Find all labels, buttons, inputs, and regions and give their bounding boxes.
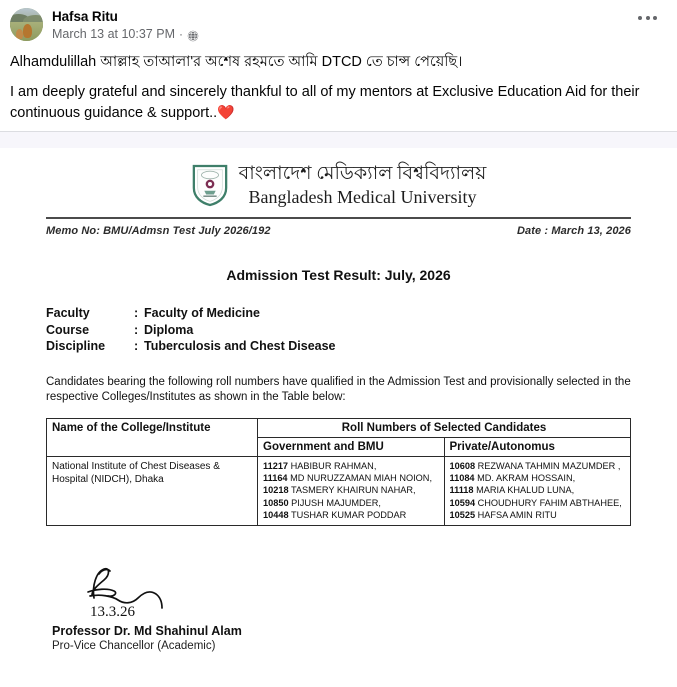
candidate-name: TASMERY KHAIRUN NAHAR, [290, 485, 416, 496]
menu-dot-1 [638, 16, 642, 20]
post-header-text [52, 8, 199, 42]
table-row [47, 456, 631, 525]
fact-row-discipline [46, 338, 631, 355]
university-name-bn: বাংলাদেশ মেডিক্যাল বিশ্ববিদ্যালয় [238, 163, 487, 184]
handwritten-signature [52, 560, 252, 622]
document-letterhead [46, 162, 631, 214]
post-text-line-1: Alhamdulillah আল্লাহ তাআলা'র অশেষ রহমতে আমি DTCD তে চান্স পেয়েছি। [10, 54, 463, 70]
author-name[interactable]: Hafsa Ritu [52, 9, 118, 24]
fact-label-faculty: Faculty [46, 306, 90, 320]
list-item [263, 460, 439, 472]
meta-separator: · [178, 27, 183, 41]
heart-emoji: ❤️ [217, 104, 235, 120]
post-text-line-2-text: I am deeply grateful and sincerely thankful to all of my mentors at Exclusive Education Aid for their continuous guidance & support.. [10, 84, 640, 121]
roll-number: 10448 [263, 510, 289, 521]
list-item [263, 497, 439, 509]
table-cell-government [258, 456, 445, 525]
post-body [0, 42, 677, 131]
post-timestamp[interactable]: March 13 at 10:37 PM [52, 27, 175, 41]
roll-number: 11164 [263, 472, 288, 483]
signatory-title: Pro-Vice Chancellor (Academic) [52, 639, 216, 652]
university-name-en: Bangladesh Medical University [248, 187, 477, 207]
list-item [450, 509, 626, 521]
candidate-name: PIJUSH MAJUMDER, [291, 497, 381, 508]
document-facts [46, 305, 631, 355]
candidate-name: HABIBUR RAHMAN, [290, 460, 377, 471]
roll-number: 10594 [449, 497, 476, 508]
table-subheader-private: Private/Autonomus [444, 437, 631, 456]
signature-block [46, 560, 631, 652]
university-names [239, 162, 487, 208]
table-subheader-government: Government and BMU [258, 437, 445, 456]
table-header-institute: Name of the College/Institute [47, 418, 258, 456]
bmu-crest-icon [191, 163, 229, 207]
memo-number: Memo No: BMU/Admsn Test July 2026/192 [46, 225, 271, 237]
candidate-name: MD NURUZZAMAN MIAH NOION, [290, 472, 432, 483]
table-header-rolls: Roll Numbers of Selected Candidates [258, 418, 631, 437]
menu-dot-3 [653, 16, 657, 20]
roll-number: 10218 [263, 485, 289, 496]
fact-label-course: Course [46, 322, 90, 337]
fact-value-faculty: Faculty of Medicine [144, 306, 260, 320]
post-header [0, 0, 677, 42]
candidate-name: MARIA KHALUD LUNA, [476, 485, 575, 496]
fact-row-faculty [46, 305, 631, 322]
roll-number: 10525 [449, 510, 476, 521]
signature-date-text: 13.3.26 [90, 603, 135, 620]
roll-number: 10608 [449, 460, 476, 471]
roll-number: 10850 [263, 497, 289, 508]
candidate-name: REZWANA TAHMIN MAZUMDER , [477, 460, 621, 471]
list-item [450, 472, 626, 484]
document-paragraph: Candidates bearing the following roll numbers have qualified in the Admission Test and provisionally selected in the respective Colleges/Institutes as shown in the Table below: [46, 375, 631, 403]
letterhead-rule [46, 217, 631, 219]
avatar[interactable] [10, 8, 43, 41]
post-meta [52, 27, 199, 42]
results-table [46, 418, 631, 526]
document-title: Admission Test Result: July, 2026 [226, 267, 451, 283]
globe-icon[interactable] [187, 29, 199, 41]
table-cell-private [444, 456, 631, 525]
list-item [450, 460, 626, 472]
memo-date: Date : March 13, 2026 [517, 225, 631, 237]
candidate-name: HAFSA AMIN RITU [477, 510, 557, 521]
fact-row-course [46, 322, 631, 339]
list-item [450, 484, 626, 496]
fact-sep-course: : [134, 322, 139, 337]
menu-dot-2 [646, 16, 650, 20]
fact-sep-discipline: : [134, 339, 139, 353]
post-text-line-2 [10, 82, 667, 123]
table-cell-institute: National Institute of Chest Diseases & Hospital (NIDCH), Dhaka [47, 456, 258, 525]
list-item [263, 472, 439, 484]
list-item [450, 497, 626, 509]
roll-number: 11118 [449, 485, 474, 496]
signatory-name: Professor Dr. Md Shahinul Alam [52, 623, 242, 638]
attachment-top-band [0, 132, 677, 148]
list-item [263, 484, 439, 496]
attached-document[interactable] [0, 148, 677, 652]
fact-value-discipline: Tuberculosis and Chest Disease [144, 339, 336, 353]
roll-number: 11217 [263, 460, 289, 471]
fact-label-discipline: Discipline [46, 339, 106, 353]
table-header-row-1 [47, 418, 631, 437]
list-item [263, 509, 439, 521]
memo-row [46, 225, 631, 237]
candidate-name: MD. AKRAM HOSSAIN, [477, 472, 576, 483]
fact-value-course: Diploma [144, 322, 194, 337]
fact-sep-faculty: : [134, 306, 139, 320]
candidate-name: CHOUDHURY FAHIM ABTHAHEE, [477, 497, 622, 508]
more-options-icon[interactable] [638, 16, 657, 20]
roll-number: 11084 [449, 472, 475, 483]
candidate-name: TUSHAR KUMAR PODDAR [290, 510, 407, 521]
avatar-dog [23, 24, 33, 39]
